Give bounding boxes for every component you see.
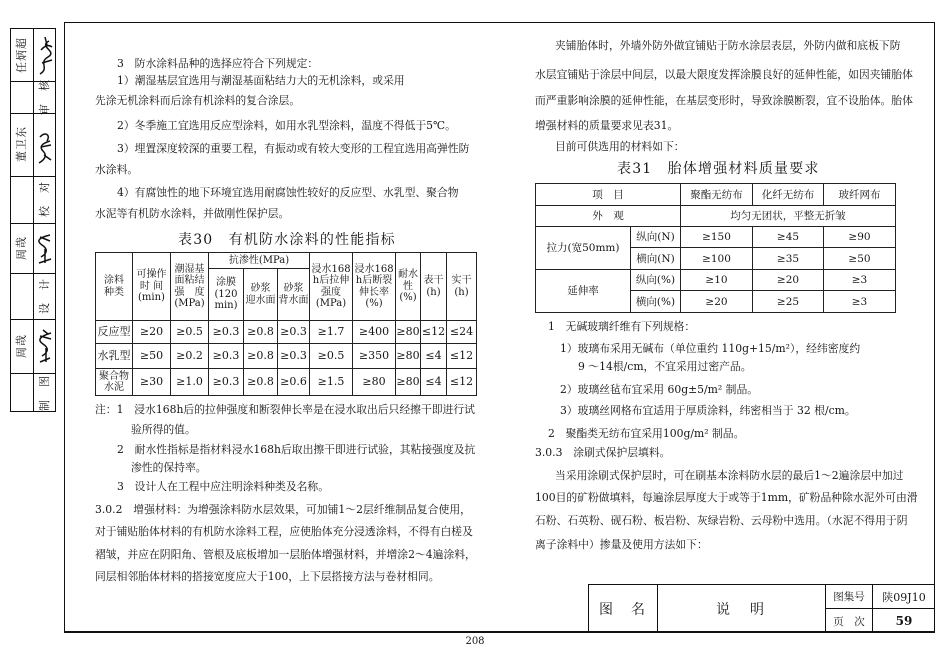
table-cell: ≥45 (753, 227, 824, 248)
row-label: 延伸率 (536, 270, 631, 313)
table-cell: ≥0.3 (209, 321, 244, 344)
table-cell: ≥3 (824, 270, 896, 291)
header-mortar-face: 砂浆 迎水面 (244, 269, 278, 321)
table-cell: ≥0.8 (244, 321, 278, 344)
table-cell: ≤12 (447, 369, 477, 396)
clause-3-0-3: 石粉、石英粉、砚石粉、板岩粉、灰绿岩粉、云母粉中选用。（水泥不得用于阴 (535, 514, 908, 527)
row-label: 反应型 (96, 321, 133, 344)
designer-name: 周哉 (15, 236, 28, 260)
table-cell: ≥80 (396, 344, 421, 369)
table-cell: ≥20 (681, 291, 753, 313)
row-label: 水乳型 (96, 344, 133, 369)
table-cell: ≥80 (353, 369, 396, 396)
material-item-1-2: 2）玻璃丝毡布宜采用 60g±5/m² 制品。 (560, 383, 759, 396)
material-item-1: 1 无碱玻璃纤维有下列规格： (548, 320, 696, 333)
drawing-name: 说 明 (658, 585, 826, 633)
table-row (536, 206, 896, 227)
strip-divider (11, 273, 55, 274)
note-2: 渗性的保持率。 (131, 461, 207, 474)
table-cell: ≥400 (353, 321, 396, 344)
table-cell: ≥100 (681, 248, 753, 270)
table-cell: ≤12 (421, 321, 447, 344)
strip-divider (11, 373, 55, 374)
row-sub-label: 横向(%) (631, 291, 681, 313)
reviewer-name: 任炳超 (15, 37, 28, 73)
available-materials: 目前可供选用的材料如下： (555, 140, 685, 153)
header-polyester: 聚酯无纺布 (681, 184, 753, 206)
clause-3-heading: 3 防水涂料品种的选择应符合下列规定： (117, 57, 319, 70)
header-item: 项 目 (536, 184, 681, 206)
table-cell: ≥150 (681, 227, 753, 248)
table-cell: ≥0.5 (310, 344, 353, 369)
table-cell: ≥0.3 (209, 369, 244, 396)
note-3: 3 设计人在工程中应注明涂料种类及名称。 (117, 480, 330, 493)
header-tensile-strength: 浸水168 h后拉伸 强度 (MPa) (310, 253, 353, 321)
note-2: 2 耐水性指标是指材料浸水168h后取出擦干即进行试验，其粘接强度及抗 (117, 443, 476, 456)
table-cell: ≥0.3 (278, 344, 310, 369)
table-cell: ≥1.7 (310, 321, 353, 344)
clause-3-0-2: 褶皱，并应在阴阳角、管根及底板增加一层胎体增强材料，并增涂2～4遍涂料， (95, 548, 476, 561)
table-cell: ≥0.6 (278, 369, 310, 396)
strip-divider (11, 223, 55, 224)
table-cell: ≥0.8 (244, 369, 278, 396)
table-cell: ≥80 (396, 321, 421, 344)
clause-3-item-2: 2）冬季施工宜选用反应型涂料，如用水乳型涂料，温度不得低于5℃。 (117, 119, 456, 132)
material-item-2: 2 聚酯类无纺布宜采用100g/m² 制品。 (548, 427, 745, 440)
table-cell: ≥0.3 (278, 321, 310, 344)
role-drafting: 制 图 (38, 375, 51, 411)
header-mortar-back: 砂浆 背水面 (278, 269, 310, 321)
table-row (96, 344, 477, 369)
header-wet-bond-strength: 潮湿基 面粘结 强 度 (MPa) (171, 253, 209, 321)
material-item-1-3: 3）玻璃丝网格布宜适用于厚质涂料，纬密相当于 32 根/cm。 (560, 404, 856, 417)
table-cell: ≥0.5 (171, 321, 209, 344)
table-cell: ≤4 (421, 344, 447, 369)
table-row (536, 227, 896, 248)
header-chemical-fiber: 化纤无纺布 (753, 184, 824, 206)
clause-3-0-2: 3.0.2 增强材料：为增强涂料防水层效果，可加铺1～2层纤维制品复合使用， (95, 503, 471, 516)
clause-3-0-2: 同层相邻胎体材料的搭接宽度应大于100，上下层搭接方法与卷材相同。 (95, 570, 440, 583)
table-cell: ≤12 (447, 344, 477, 369)
clause-3-item-4: 水泥等有机防水涂料，并做刚性保护层。 (95, 207, 290, 220)
strip-divider (11, 176, 55, 177)
header-glass-mesh: 玻纤网布 (824, 184, 896, 206)
clause-3-item-4: 4）有腐蚀性的地下环境宜选用耐腐蚀性较好的反应型、水乳型、聚合物 (117, 186, 459, 199)
table-cell: ≥0.3 (209, 344, 244, 369)
header-water-resistance: 耐水 性 (%) (396, 253, 421, 321)
table-cell: ≥10 (681, 270, 753, 291)
clause-3-0-3: 离子涂料中）掺量及使用方法如下： (535, 538, 708, 551)
signature-scribble (35, 229, 55, 267)
signature-scribble (35, 326, 55, 366)
table-cell: ≥0.8 (244, 344, 278, 369)
table-row (536, 270, 896, 291)
strip-divider (11, 319, 55, 320)
reinforcement-paragraph: 增强材料的质量要求见表31。 (535, 119, 679, 132)
checker-name: 董卫东 (15, 126, 28, 162)
clause-3-0-3: 当采用涂刷式保护层时，可在刷基本涂料防水层的最后1～2遍涂层中加过 (555, 469, 904, 482)
role-review: 审 核 (38, 79, 51, 115)
reinforcement-paragraph: 而严重影响涂膜的延伸性能，在基层变形时，导致涂膜断裂，宜不设胎体。胎体 (535, 94, 913, 107)
table-row (96, 369, 477, 396)
table-cell: ≥50 (824, 248, 896, 270)
clause-3-item-1: 先涂无机涂料而后涂有机涂料的复合涂层。 (95, 94, 301, 107)
atlas-number-label: 图集号 (826, 585, 873, 609)
table-31 (535, 183, 896, 313)
table-cell: ≥350 (353, 344, 396, 369)
reinforcement-paragraph: 水层宜铺贴于涂层中间层，以最大限度发挥涂膜良好的延伸性能，如因夹铺胎体 (535, 68, 913, 81)
book-page-number: 208 (465, 636, 485, 647)
row-label: 拉力(宽50mm) (536, 227, 631, 270)
table-cell: ≥20 (133, 321, 171, 344)
signature-scribble (35, 33, 55, 77)
table-cell: ≥1.0 (171, 369, 209, 396)
table-cell: ≥90 (824, 227, 896, 248)
table-cell: ≥25 (753, 291, 824, 313)
header-impermeability: 抗渗性(MPa) (209, 253, 310, 269)
row-sub-label: 纵向(%) (631, 270, 681, 291)
clause-3-0-3-heading: 3.0.3 涂刷式保护层填料。 (535, 446, 671, 459)
table-row (96, 321, 477, 344)
drafter-name: 周哉 (15, 334, 28, 358)
header-hard-dry: 实干 (h) (447, 253, 477, 321)
clause-3-item-3: 水涂料。 (95, 163, 139, 176)
clause-3-0-2: 对于铺贴胎体材料的有机防水涂料工程，应使胎体充分浸透涂料，不得有白槎及 (95, 525, 473, 538)
header-surface-dry: 表干 (h) (421, 253, 447, 321)
signature-scribble (35, 127, 55, 167)
table-30-title: 表30 有机防水涂料的性能指标 (178, 232, 396, 248)
table-cell: ≤4 (421, 369, 447, 396)
signature-strip (10, 28, 56, 412)
header-coating-type: 涂料 种类 (96, 253, 133, 321)
clause-3-item-3: 3）埋置深度较深的重要工程，有振动或有较大变形的工程宜选用高弹性防 (117, 142, 470, 155)
note-1: 验所得的值。 (131, 423, 196, 436)
drawing-name-label: 图 名 (589, 585, 658, 633)
material-item-1-1: 1）玻璃布采用无碱布（单位重约 110g+15/m²），经纬密度约 (560, 342, 861, 355)
table-cell: ≥30 (133, 369, 171, 396)
header-film: 涂膜 (120 min) (209, 269, 244, 321)
table-cell: ≥35 (753, 248, 824, 270)
header-elongation: 浸水168 h后断裂 伸长率 (%) (353, 253, 396, 321)
table-cell: ≤24 (447, 321, 477, 344)
atlas-number: 陕09J10 (873, 585, 935, 609)
page-label: 页 次 (826, 609, 873, 633)
role-design: 设 计 (38, 278, 51, 314)
role-check: 校 对 (38, 181, 51, 217)
table-cell: ≥3 (824, 291, 896, 313)
table-cell: 均匀无团状，平整无折皱 (681, 206, 896, 227)
table-cell: ≥0.2 (171, 344, 209, 369)
note-1: 注：1 浸水168h后的拉伸强度和断裂伸长率是在浸水取出后只经擦干即进行试 (95, 403, 475, 416)
table-30 (95, 252, 477, 396)
table-cell: ≥1.5 (310, 369, 353, 396)
material-item-1-1: 9 ～14根/cm，不宜采用过密产品。 (578, 360, 752, 373)
table-cell: ≥50 (133, 344, 171, 369)
reinforcement-paragraph: 夹铺胎体时，外墙外防外做宜铺贴于防水涂层表层，外防内做和底板下防 (555, 39, 901, 52)
row-label: 聚合物 水泥 (96, 369, 133, 396)
table-cell: ≥20 (753, 270, 824, 291)
table-cell: ≥80 (396, 369, 421, 396)
strip-divider (33, 29, 34, 411)
header-working-time: 可操作 时 间 (min) (133, 253, 171, 321)
row-label: 外 观 (536, 206, 681, 227)
sheet-page-number: 59 (895, 614, 913, 628)
clause-3-0-3: 100目的矿粉做填料，每遍涂层厚度大于或等于1mm，矿粉品种除水泥外可由滑 (535, 491, 918, 504)
clause-3-item-1: 1）潮湿基层宜选用与潮湿基面粘结力大的无机涂料，或采用 (117, 74, 405, 87)
row-sub-label: 纵向(N) (631, 227, 681, 248)
row-sub-label: 横向(N) (631, 248, 681, 270)
table-31-title: 表31 胎体增强材料质量要求 (617, 161, 820, 177)
title-block (588, 584, 935, 632)
